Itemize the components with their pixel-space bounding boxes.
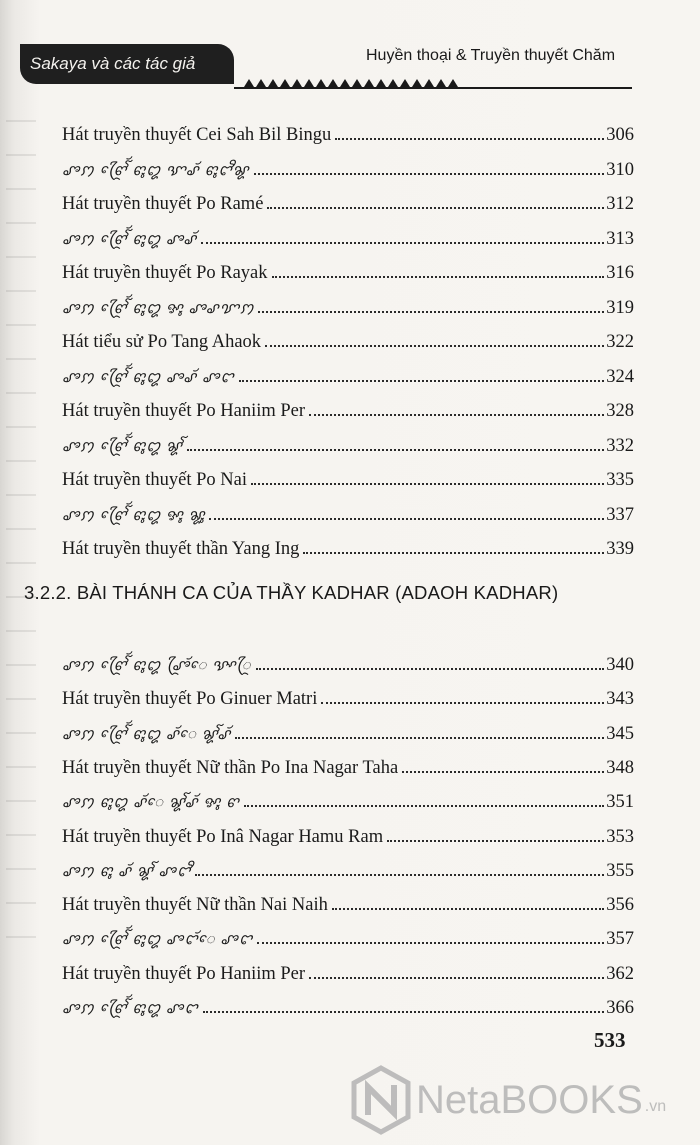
- toc-entry-page: 356: [606, 895, 634, 916]
- toc-entry-title: Hát tiểu sử Po Tang Ahaok: [62, 332, 262, 352]
- toc-entry-cham-script: [62, 783, 634, 813]
- toc-leader-dots: [251, 482, 604, 485]
- toc-entry: [62, 886, 634, 916]
- toc-entry-page: 328: [606, 401, 634, 421]
- toc-entry-cham-script: [62, 358, 634, 388]
- bleed-through-shadow: [6, 120, 36, 940]
- toc-entry-title: ꨨꩀ ꨓꨴꨯꨱꨮ ꨓꨶꨁ ꨀꨶ ꨘꨶ: [62, 507, 206, 524]
- toc-leader-dots: [254, 172, 605, 175]
- toc-entry-title: Hát truyền thuyết Po Inâ Nagar Hamu Ram: [62, 826, 384, 847]
- toc-entry-page: 345: [606, 723, 634, 744]
- toc-entry: [62, 818, 634, 848]
- header-ornament-line: [234, 76, 632, 90]
- ornament-triangle: [304, 79, 314, 87]
- toc-leader-dots: [187, 448, 604, 451]
- toc-entry: [62, 254, 634, 284]
- ornament-triangle: [388, 79, 398, 87]
- toc-entry-cham-script: [62, 220, 634, 250]
- toc-leader-dots: [195, 873, 604, 876]
- toc-entry-title: Hát truyền thuyết Cei Sah Bil Bingu: [62, 125, 332, 145]
- ornament-triangle: [424, 79, 434, 87]
- netabooks-logo-icon: [350, 1065, 412, 1135]
- header-author: Sakaya và các tác giả: [20, 44, 234, 84]
- toc-leader-dots: [321, 701, 604, 704]
- toc-entry-page: 339: [606, 539, 634, 559]
- toc-entry: [62, 680, 634, 710]
- toc-leader-dots: [258, 310, 604, 313]
- toc-entry-page: 366: [606, 998, 634, 1018]
- toc-entry-page: 313: [606, 228, 634, 249]
- toc-entry: [62, 955, 634, 985]
- toc-leader-dots: [203, 1010, 605, 1013]
- toc-entry-page: 332: [606, 435, 634, 456]
- toc-entry-page: 348: [606, 757, 634, 778]
- toc-entry-page: 335: [606, 470, 634, 490]
- toc-entry-page: 310: [606, 159, 634, 180]
- toc-leader-dots: [209, 517, 604, 520]
- toc-leader-dots: [257, 941, 604, 944]
- watermark-suffix: .vn: [644, 1098, 667, 1115]
- toc-leader-dots: [309, 413, 604, 416]
- toc-leader-dots: [256, 667, 605, 670]
- toc-entry: [62, 749, 634, 779]
- toc-entry-cham-script: [62, 151, 634, 181]
- ornament-triangle: [436, 79, 446, 87]
- toc-entry-cham-script: [62, 289, 634, 319]
- toc-entry-title: Hát truyền thuyết Po Ginuer Matri: [62, 689, 318, 710]
- toc-entry-title: Hát truyền thuyết Nữ thần Nai Naih: [62, 895, 328, 916]
- toc-entry-page: 343: [606, 689, 634, 710]
- toc-entry-title: ꨨꩀ ꨓꨴꨯꨱꨮ ꨓꨶꨁ ꨨꨤꨮꨯ ꨨꨤ: [62, 932, 254, 949]
- toc-entry-title: Hát truyền thuyết Po Haniim Per: [62, 963, 306, 984]
- header-book-title: Huyền thoại & Truyền thuyết Chăm: [366, 47, 616, 64]
- toc-leader-dots: [387, 839, 604, 842]
- toc-leader-dots: [335, 137, 604, 140]
- toc-entry-title: Hát truyền thuyết Po Nai: [62, 470, 247, 490]
- ornament-triangle: [352, 79, 362, 87]
- toc-entry-page: 306: [606, 125, 634, 145]
- toc-entry-title: ꨨꩀ ꨓꨴꨯꨱꨮ ꨓꨶꨁ ꨨꨴꨮꨯ ꨕꨳꨴ: [62, 658, 252, 674]
- ornament-triangle: [340, 79, 350, 87]
- toc-entry-page: 312: [606, 194, 634, 214]
- toc-entry-cham-script: [62, 715, 634, 745]
- toc-entry-title: ꨨꩀ ꨓꨴꨯꨱꨮ ꨓꨶꨁ ꨎꨣꨮ ꨓꨶꨤꨪꨘ: [62, 162, 250, 179]
- ornament-triangle: [448, 79, 458, 87]
- toc-entry-page: 337: [606, 504, 634, 525]
- toc-entry-title: Hát truyền thuyết Po Rayak: [62, 263, 268, 283]
- toc-entry-page: 324: [606, 366, 634, 387]
- ornament-triangle: [316, 79, 326, 87]
- toc-entry-title: Hát truyền thuyết Po Ramé: [62, 194, 264, 214]
- ornament-triangle: [244, 79, 254, 87]
- toc-leader-dots: [235, 736, 604, 739]
- running-header: [0, 42, 700, 92]
- toc-entry-page: 362: [606, 963, 634, 984]
- toc-leader-dots: [244, 804, 604, 807]
- toc-entry-title: ꨨꩀ ꨓꨴꨯꨱꨮ ꨓꨶꨁ ꨨꨣꨮ: [62, 231, 198, 248]
- watermark: [350, 1060, 700, 1140]
- ornament-triangle: [412, 79, 422, 87]
- toc-entry-title: Hát truyền thuyết thần Yang Ing: [62, 539, 300, 559]
- toc-entry-title: ꨨꩀ ꨓꨴꨯꨱꨮ ꨓꨶꨁ ꨨꨣꨮ ꨨꨤ: [62, 369, 235, 386]
- toc-entry-cham-script: [62, 920, 634, 950]
- toc-entry-title: ꨨꩀ ꨓꨶ ꨣꨮ ꨘꨱ ꨨꨤꨪ: [62, 863, 192, 880]
- toc-entry-page: 351: [606, 792, 634, 813]
- toc-entry-title: ꨨꩀ ꨓꨶꨁ ꨣꨮꨯ ꨘꨱꨣꨮ ꨀꨶ ꨓ: [62, 795, 240, 812]
- toc-leader-dots: [265, 344, 604, 347]
- toc-entry-page: 357: [606, 929, 634, 950]
- toc-entry: [62, 461, 634, 491]
- toc-entry-page: 319: [606, 297, 634, 318]
- toc-entry-cham-script: [62, 852, 634, 882]
- toc-entry: [62, 116, 634, 146]
- toc-entry: [62, 392, 634, 422]
- toc-entry-page: 316: [606, 263, 634, 283]
- toc-leader-dots: [201, 241, 604, 244]
- toc-entry: [62, 323, 634, 353]
- toc-entry-title: Hát truyền thuyết Po Haniim Per: [62, 401, 306, 421]
- toc-leader-dots: [239, 379, 605, 382]
- toc-leader-dots: [309, 976, 604, 979]
- toc-entry-cham-script: [62, 989, 634, 1019]
- toc-leader-dots: [402, 770, 604, 773]
- ornament-triangle: [256, 79, 266, 87]
- toc-entry-title: ꨨꩀ ꨓꨴꨯꨱꨮ ꨓꨶꨁ ꨀꨶ ꨨꨣꨢꩀ: [62, 300, 255, 317]
- ornament-triangle: [280, 79, 290, 87]
- toc-leader-dots: [332, 907, 604, 910]
- section-heading: 3.2.2. BÀI THÁNH CA CỦA THẦY KADHAR (ADAOH KADHAR): [24, 582, 559, 603]
- toc-entry-title: ꨨꩀ ꨓꨴꨯꨱꨮ ꨓꨶꨁ ꨘꨱ: [62, 438, 183, 455]
- toc-entry-page: 355: [606, 860, 634, 881]
- page-number: 533: [594, 1028, 626, 1052]
- watermark-text: NetaBOOKS: [416, 1077, 643, 1122]
- ornament-triangle: [268, 79, 278, 87]
- ornament-triangle: [364, 79, 374, 87]
- toc-leader-dots: [272, 275, 605, 278]
- ornament-triangle: [400, 79, 410, 87]
- toc-entry-title: ꨨꩀ ꨓꨴꨯꨱꨮ ꨓꨶꨁ ꨨꨤ: [62, 1001, 199, 1017]
- toc-entry: [62, 185, 634, 215]
- toc-leader-dots: [267, 206, 604, 209]
- toc-entry-page: 340: [606, 655, 634, 675]
- toc-entry-title: ꨨꩀ ꨓꨴꨯꨱꨮ ꨓꨶꨁ ꨣꨮꨯ ꨘꨱꨣꨮ: [62, 726, 232, 743]
- toc-entry-page: 353: [606, 826, 634, 847]
- toc-entry-title: Hát truyền thuyết Nữ thần Po Ina Nagar Taha: [62, 757, 399, 778]
- toc-entry-cham-script: [62, 646, 634, 676]
- toc-leader-dots: [303, 551, 604, 554]
- ornament-triangle: [376, 79, 386, 87]
- ornament-triangle: [292, 79, 302, 87]
- toc-entry-page: 322: [606, 332, 634, 352]
- ornament-triangle: [328, 79, 338, 87]
- toc-entry: [62, 530, 634, 560]
- toc-entry-cham-script: [62, 427, 634, 457]
- toc-entry-cham-script: [62, 496, 634, 526]
